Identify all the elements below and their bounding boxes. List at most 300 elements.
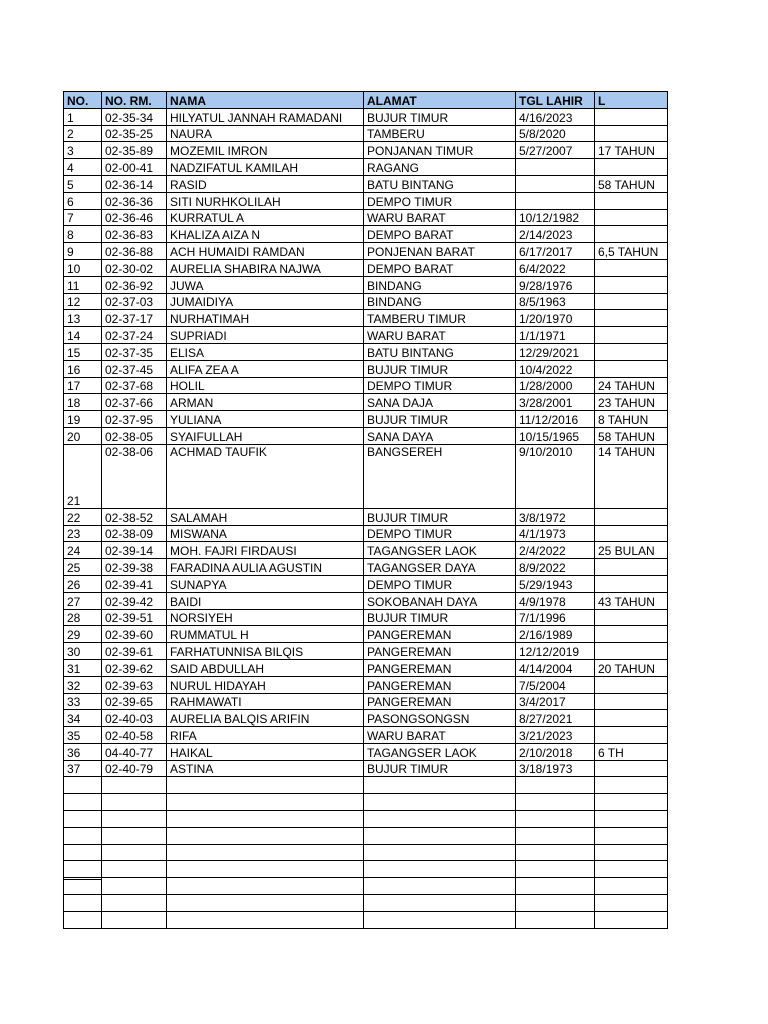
cell-no[interactable]: 21 — [64, 444, 102, 508]
cell-no-rm[interactable]: 02-35-25 — [102, 125, 167, 142]
empty-cell[interactable] — [516, 794, 595, 811]
cell-l[interactable] — [595, 343, 668, 360]
cell-tgl-lahir[interactable]: 2/16/1989 — [516, 626, 595, 643]
cell-tgl-lahir[interactable]: 10/15/1965 — [516, 427, 595, 444]
cell-alamat[interactable]: TAGANGSER DAYA — [364, 559, 516, 576]
cell-alamat[interactable]: BUJUR TIMUR — [364, 108, 516, 125]
cell-l[interactable] — [595, 310, 668, 327]
cell-tgl-lahir[interactable] — [516, 192, 595, 209]
cell-tgl-lahir[interactable]: 12/29/2021 — [516, 343, 595, 360]
cell-no[interactable]: 34 — [64, 710, 102, 727]
cell-alamat[interactable]: TAGANGSER LAOK — [364, 743, 516, 760]
table-row — [64, 293, 668, 310]
cell-no-rm[interactable]: 02-36-83 — [102, 226, 167, 243]
empty-cell[interactable] — [102, 794, 167, 811]
cell-no-rm[interactable]: 02-37-17 — [102, 310, 167, 327]
cell-tgl-lahir[interactable]: 10/4/2022 — [516, 360, 595, 377]
cell-l[interactable] — [595, 575, 668, 592]
cell-tgl-lahir[interactable]: 2/14/2023 — [516, 226, 595, 243]
cell-no-rm[interactable]: 02-36-46 — [102, 209, 167, 226]
cell-no-rm[interactable]: 02-36-36 — [102, 192, 167, 209]
cell-nama[interactable]: JUMAIDIYA — [167, 293, 364, 310]
empty-cell[interactable] — [516, 777, 595, 794]
cell-l[interactable]: 6 TH — [595, 743, 668, 760]
cell-tgl-lahir[interactable]: 10/12/1982 — [516, 209, 595, 226]
cell-no[interactable]: 31 — [64, 659, 102, 676]
cell-no[interactable]: 15 — [64, 343, 102, 360]
cell-alamat[interactable]: PONJENAN BARAT — [364, 243, 516, 260]
cell-no[interactable]: 12 — [64, 293, 102, 310]
cell-no-rm[interactable]: 02-37-66 — [102, 394, 167, 411]
cell-tgl-lahir[interactable]: 6/4/2022 — [516, 259, 595, 276]
cell-tgl-lahir[interactable]: 1/20/1970 — [516, 310, 595, 327]
empty-cell[interactable] — [595, 827, 668, 844]
cell-no-rm[interactable]: 02-37-95 — [102, 411, 167, 428]
cell-alamat[interactable]: PANGEREMAN — [364, 626, 516, 643]
cell-no[interactable]: 10 — [64, 259, 102, 276]
cell-no-rm[interactable]: 02-37-35 — [102, 343, 167, 360]
cell-nama[interactable]: MOZEMIL IMRON — [167, 142, 364, 159]
cell-no[interactable]: 14 — [64, 327, 102, 344]
cell-tgl-lahir[interactable]: 7/5/2004 — [516, 676, 595, 693]
cell-alamat[interactable]: SOKOBANAH DAYA — [364, 592, 516, 609]
empty-cell[interactable] — [516, 895, 595, 912]
empty-cell[interactable] — [102, 827, 167, 844]
cell-tgl-lahir[interactable] — [516, 159, 595, 176]
cell-tgl-lahir[interactable]: 2/4/2022 — [516, 542, 595, 559]
empty-cell[interactable] — [364, 895, 516, 912]
cell-nama[interactable]: HILYATUL JANNAH RAMADANI — [167, 108, 364, 125]
cell-alamat[interactable]: BUJUR TIMUR — [364, 609, 516, 626]
cell-nama[interactable]: RAHMAWATI — [167, 693, 364, 710]
cell-no[interactable]: 30 — [64, 643, 102, 660]
cell-tgl-lahir[interactable] — [516, 175, 595, 192]
cell-no[interactable]: 18 — [64, 394, 102, 411]
cell-alamat[interactable]: DEMPO TIMUR — [364, 525, 516, 542]
cell-alamat[interactable]: DEMPO TIMUR — [364, 192, 516, 209]
cell-alamat[interactable]: DEMPO TIMUR — [364, 575, 516, 592]
empty-row — [64, 777, 668, 794]
cell-tgl-lahir[interactable]: 4/9/1978 — [516, 592, 595, 609]
cell-l[interactable]: 25 BULAN — [595, 542, 668, 559]
cell-no[interactable]: 11 — [64, 276, 102, 293]
cell-nama[interactable]: ASTINA — [167, 760, 364, 777]
empty-cell[interactable] — [64, 827, 102, 844]
empty-cell[interactable] — [64, 861, 102, 878]
header-tgl-lahir[interactable]: TGL LAHIR — [516, 92, 595, 109]
cell-no-rm[interactable]: 02-37-03 — [102, 293, 167, 310]
empty-cell[interactable] — [595, 794, 668, 811]
patient-register-table — [63, 91, 668, 929]
cell-alamat[interactable]: TAGANGSER LAOK — [364, 542, 516, 559]
cell-l[interactable] — [595, 293, 668, 310]
empty-cell[interactable] — [102, 861, 167, 878]
cell-no[interactable]: 32 — [64, 676, 102, 693]
cell-no[interactable]: 17 — [64, 377, 102, 394]
cell-tgl-lahir[interactable]: 6/17/2017 — [516, 243, 595, 260]
cell-tgl-lahir[interactable]: 5/27/2007 — [516, 142, 595, 159]
cell-no-rm[interactable]: 02-39-60 — [102, 626, 167, 643]
cell-tgl-lahir[interactable]: 4/14/2004 — [516, 659, 595, 676]
cell-tgl-lahir[interactable]: 9/10/2010 — [516, 444, 595, 508]
cell-l[interactable]: 17 TAHUN — [595, 142, 668, 159]
cell-l[interactable] — [595, 360, 668, 377]
table-row — [64, 760, 668, 777]
cell-no-rm[interactable]: 04-40-77 — [102, 743, 167, 760]
empty-cell[interactable] — [167, 861, 364, 878]
table-row — [64, 427, 668, 444]
cell-nama[interactable]: FARADINA AULIA AGUSTIN — [167, 559, 364, 576]
cell-l[interactable] — [595, 508, 668, 525]
cell-no[interactable]: 26 — [64, 575, 102, 592]
cell-alamat[interactable]: BINDANG — [364, 293, 516, 310]
cell-tgl-lahir[interactable]: 11/12/2016 — [516, 411, 595, 428]
cell-nama[interactable]: ELISA — [167, 343, 364, 360]
cell-no[interactable]: 20 — [64, 427, 102, 444]
empty-cell[interactable] — [595, 844, 668, 861]
cell-l[interactable] — [595, 108, 668, 125]
cell-nama[interactable]: HOLIL — [167, 377, 364, 394]
cell-no[interactable]: 16 — [64, 360, 102, 377]
cell-l[interactable] — [595, 276, 668, 293]
table-row — [64, 659, 668, 676]
cell-tgl-lahir[interactable]: 4/16/2023 — [516, 108, 595, 125]
empty-cell[interactable] — [595, 911, 668, 928]
empty-cell[interactable] — [516, 844, 595, 861]
empty-cell[interactable] — [595, 811, 668, 828]
empty-cell[interactable] — [364, 878, 516, 895]
empty-cell[interactable] — [595, 861, 668, 878]
header-row — [64, 92, 668, 109]
cell-l[interactable]: 14 TAHUN — [595, 444, 668, 508]
cell-l[interactable]: 58 TAHUN — [595, 175, 668, 192]
cell-nama[interactable]: MISWANA — [167, 525, 364, 542]
cell-alamat[interactable]: PANGEREMAN — [364, 693, 516, 710]
cell-no-rm[interactable]: 02-39-41 — [102, 575, 167, 592]
empty-cell[interactable] — [102, 844, 167, 861]
cell-alamat[interactable]: BATU BINTANG — [364, 175, 516, 192]
cell-alamat[interactable]: WARU BARAT — [364, 209, 516, 226]
table-row — [64, 175, 668, 192]
cell-l[interactable] — [595, 727, 668, 744]
cell-alamat[interactable]: PONJANAN TIMUR — [364, 142, 516, 159]
cell-nama[interactable]: SUNAPYA — [167, 575, 364, 592]
cell-no-rm[interactable]: 02-36-14 — [102, 175, 167, 192]
empty-cell[interactable] — [516, 811, 595, 828]
cell-nama[interactable]: JUWA — [167, 276, 364, 293]
empty-cell[interactable] — [595, 895, 668, 912]
cell-no[interactable]: 27 — [64, 592, 102, 609]
empty-cell[interactable] — [64, 794, 102, 811]
cell-l[interactable] — [595, 159, 668, 176]
cell-no-rm[interactable]: 02-35-89 — [102, 142, 167, 159]
cell-alamat[interactable]: BANGSEREH — [364, 444, 516, 508]
empty-cell[interactable] — [516, 861, 595, 878]
cell-no-rm[interactable]: 02-39-14 — [102, 542, 167, 559]
cell-alamat[interactable]: WARU BARAT — [364, 327, 516, 344]
empty-cell[interactable] — [595, 878, 668, 895]
cell-l[interactable]: 6,5 TAHUN — [595, 243, 668, 260]
cell-tgl-lahir[interactable]: 4/1/1973 — [516, 525, 595, 542]
cell-no-rm[interactable]: 02-00-41 — [102, 159, 167, 176]
cell-no-rm[interactable]: 02-36-88 — [102, 243, 167, 260]
cell-l[interactable] — [595, 559, 668, 576]
cell-no-rm[interactable]: 02-37-24 — [102, 327, 167, 344]
cell-no-rm[interactable]: 02-39-65 — [102, 693, 167, 710]
cell-no-rm[interactable]: 02-35-34 — [102, 108, 167, 125]
header-nama[interactable]: NAMA — [167, 92, 364, 109]
empty-cell[interactable] — [364, 811, 516, 828]
cell-tgl-lahir[interactable]: 5/8/2020 — [516, 125, 595, 142]
cell-no-rm[interactable]: 02-38-52 — [102, 508, 167, 525]
cell-alamat[interactable]: BUJUR TIMUR — [364, 508, 516, 525]
empty-row — [64, 811, 668, 828]
cell-alamat[interactable]: PANGEREMAN — [364, 676, 516, 693]
cell-l[interactable] — [595, 693, 668, 710]
table-row — [64, 693, 668, 710]
cell-alamat[interactable]: BATU BINTANG — [364, 343, 516, 360]
cell-l[interactable] — [595, 710, 668, 727]
cell-alamat[interactable]: PASONGSONGSN — [364, 710, 516, 727]
cell-no[interactable]: 5 — [64, 175, 102, 192]
cell-alamat[interactable]: TAMBERU — [364, 125, 516, 142]
empty-cell[interactable] — [64, 844, 102, 861]
cell-tgl-lahir[interactable]: 8/27/2021 — [516, 710, 595, 727]
cell-nama[interactable]: NORSIYEH — [167, 609, 364, 626]
cell-no[interactable]: 24 — [64, 542, 102, 559]
cell-alamat[interactable]: SANA DAJA — [364, 394, 516, 411]
cell-l[interactable]: 8 TAHUN — [595, 411, 668, 428]
cell-nama[interactable]: NURHATIMAH — [167, 310, 364, 327]
cell-no-rm[interactable]: 02-40-03 — [102, 710, 167, 727]
cell-alamat[interactable]: SANA DAYA — [364, 427, 516, 444]
empty-cell[interactable] — [364, 861, 516, 878]
cell-l[interactable] — [595, 192, 668, 209]
cell-alamat[interactable]: BUJUR TIMUR — [364, 760, 516, 777]
cell-nama[interactable]: YULIANA — [167, 411, 364, 428]
cell-tgl-lahir[interactable]: 2/10/2018 — [516, 743, 595, 760]
cell-alamat[interactable]: RAGANG — [364, 159, 516, 176]
cell-tgl-lahir[interactable]: 8/9/2022 — [516, 559, 595, 576]
cell-l[interactable]: 24 TAHUN — [595, 377, 668, 394]
cell-no-rm[interactable]: 02-40-79 — [102, 760, 167, 777]
cell-no[interactable]: 19 — [64, 411, 102, 428]
empty-cell[interactable] — [167, 911, 364, 928]
header-no[interactable]: NO. — [64, 92, 102, 109]
empty-cell[interactable] — [167, 811, 364, 828]
cell-nama[interactable]: RUMMATUL H — [167, 626, 364, 643]
empty-cell[interactable] — [64, 777, 102, 794]
cell-tgl-lahir[interactable]: 12/12/2019 — [516, 643, 595, 660]
cell-tgl-lahir[interactable]: 1/1/1971 — [516, 327, 595, 344]
cell-no-rm[interactable]: 02-37-68 — [102, 377, 167, 394]
cell-no-rm[interactable]: 02-37-45 — [102, 360, 167, 377]
cell-l[interactable] — [595, 676, 668, 693]
cell-no-rm[interactable]: 02-38-06 — [102, 444, 167, 508]
cell-alamat[interactable]: DEMPO BARAT — [364, 259, 516, 276]
cell-l[interactable] — [595, 327, 668, 344]
cell-l[interactable] — [595, 643, 668, 660]
empty-cell[interactable] — [63, 879, 102, 895]
cell-tgl-lahir[interactable]: 3/18/1973 — [516, 760, 595, 777]
cell-l[interactable]: 23 TAHUN — [595, 394, 668, 411]
table-row — [64, 609, 668, 626]
cell-tgl-lahir[interactable]: 3/21/2023 — [516, 727, 595, 744]
empty-cell[interactable] — [516, 878, 595, 895]
cell-l[interactable] — [595, 760, 668, 777]
cell-l[interactable]: 20 TAHUN — [595, 659, 668, 676]
empty-cell[interactable] — [167, 777, 364, 794]
cell-no-rm[interactable]: 02-38-05 — [102, 427, 167, 444]
cell-no[interactable]: 8 — [64, 226, 102, 243]
empty-cell[interactable] — [102, 911, 167, 928]
cell-l[interactable] — [595, 259, 668, 276]
cell-alamat[interactable]: BUJUR TIMUR — [364, 411, 516, 428]
cell-no-rm[interactable]: 02-36-92 — [102, 276, 167, 293]
cell-no[interactable]: 28 — [64, 609, 102, 626]
cell-nama[interactable]: AURELIA BALQIS ARIFIN — [167, 710, 364, 727]
cell-nama[interactable]: RIFA — [167, 727, 364, 744]
cell-nama[interactable]: BAIDI — [167, 592, 364, 609]
cell-l[interactable]: 43 TAHUN — [595, 592, 668, 609]
cell-no[interactable]: 23 — [64, 525, 102, 542]
cell-alamat[interactable]: PANGEREMAN — [364, 659, 516, 676]
empty-cell[interactable] — [516, 827, 595, 844]
cell-nama[interactable]: NADZIFATUL KAMILAH — [167, 159, 364, 176]
cell-tgl-lahir[interactable]: 7/1/1996 — [516, 609, 595, 626]
table-row — [64, 710, 668, 727]
cell-no-rm[interactable]: 02-40-58 — [102, 727, 167, 744]
cell-no[interactable]: 4 — [64, 159, 102, 176]
empty-row — [64, 878, 668, 895]
empty-cell[interactable] — [364, 827, 516, 844]
cell-no[interactable]: 37 — [64, 760, 102, 777]
cell-no-rm[interactable]: 02-30-02 — [102, 259, 167, 276]
empty-cell[interactable] — [516, 911, 595, 928]
cell-no[interactable]: 6 — [64, 192, 102, 209]
empty-cell[interactable] — [167, 794, 364, 811]
cell-tgl-lahir[interactable]: 1/28/2000 — [516, 377, 595, 394]
cell-alamat[interactable]: DEMPO TIMUR — [364, 377, 516, 394]
cell-no-rm[interactable]: 02-39-61 — [102, 643, 167, 660]
cell-l[interactable]: 58 TAHUN — [595, 427, 668, 444]
cell-no[interactable]: 9 — [64, 243, 102, 260]
cell-l[interactable] — [595, 209, 668, 226]
cell-l[interactable] — [595, 609, 668, 626]
empty-cell[interactable] — [364, 911, 516, 928]
cell-tgl-lahir[interactable]: 3/28/2001 — [516, 394, 595, 411]
cell-nama[interactable]: KHALIZA AIZA N — [167, 226, 364, 243]
cell-alamat[interactable]: TAMBERU TIMUR — [364, 310, 516, 327]
cell-no-rm[interactable]: 02-38-09 — [102, 525, 167, 542]
empty-cell[interactable] — [364, 777, 516, 794]
header-no-rm[interactable]: NO. RM. — [102, 92, 167, 109]
empty-cell[interactable] — [102, 811, 167, 828]
cell-tgl-lahir[interactable]: 8/5/1963 — [516, 293, 595, 310]
cell-nama[interactable]: HAIKAL — [167, 743, 364, 760]
cell-no[interactable]: 35 — [64, 727, 102, 744]
empty-cell[interactable] — [102, 895, 167, 912]
empty-cell[interactable] — [64, 911, 102, 928]
cell-nama[interactable]: SYAIFULLAH — [167, 427, 364, 444]
empty-cell[interactable] — [64, 895, 102, 912]
table-row — [64, 626, 668, 643]
empty-cell[interactable] — [364, 844, 516, 861]
cell-alamat[interactable]: WARU BARAT — [364, 727, 516, 744]
cell-l[interactable] — [595, 226, 668, 243]
cell-nama[interactable]: KURRATUL A — [167, 209, 364, 226]
cell-tgl-lahir[interactable]: 5/29/1943 — [516, 575, 595, 592]
empty-cell[interactable] — [102, 878, 167, 895]
header-l[interactable]: L — [595, 92, 668, 109]
cell-nama[interactable]: SITI NURHKOLILAH — [167, 192, 364, 209]
empty-cell[interactable] — [364, 794, 516, 811]
cell-nama[interactable]: RASID — [167, 175, 364, 192]
cell-no-rm[interactable]: 02-39-42 — [102, 592, 167, 609]
cell-nama[interactable]: NURUL HIDAYAH — [167, 676, 364, 693]
cell-nama[interactable]: MOH. FAJRI FIRDAUSI — [167, 542, 364, 559]
cell-nama[interactable]: ACHMAD TAUFIK — [167, 444, 364, 508]
empty-cell[interactable] — [102, 777, 167, 794]
table-row — [64, 394, 668, 411]
table-row — [64, 727, 668, 744]
cell-nama[interactable]: ALIFA ZEA A — [167, 360, 364, 377]
table-row — [64, 327, 668, 344]
cell-nama[interactable]: FARHATUNNISA BILQIS — [167, 643, 364, 660]
empty-cell[interactable] — [64, 811, 102, 828]
cell-nama[interactable]: SALAMAH — [167, 508, 364, 525]
cell-nama[interactable]: ARMAN — [167, 394, 364, 411]
cell-tgl-lahir[interactable]: 9/28/1976 — [516, 276, 595, 293]
empty-cell[interactable] — [167, 844, 364, 861]
empty-cell[interactable] — [595, 777, 668, 794]
cell-nama[interactable]: SUPRIADI — [167, 327, 364, 344]
cell-nama[interactable]: NAURA — [167, 125, 364, 142]
cell-no[interactable]: 3 — [64, 142, 102, 159]
cell-no[interactable]: 22 — [64, 508, 102, 525]
cell-no[interactable]: 29 — [64, 626, 102, 643]
cell-no[interactable]: 7 — [64, 209, 102, 226]
empty-cell[interactable] — [167, 878, 364, 895]
cell-no-rm[interactable]: 02-39-62 — [102, 659, 167, 676]
cell-no-rm[interactable]: 02-39-63 — [102, 676, 167, 693]
cell-l[interactable] — [595, 125, 668, 142]
cell-no[interactable]: 33 — [64, 693, 102, 710]
cell-no-rm[interactable]: 02-39-51 — [102, 609, 167, 626]
cell-tgl-lahir[interactable]: 3/4/2017 — [516, 693, 595, 710]
header-alamat[interactable]: ALAMAT — [364, 92, 516, 109]
cell-nama[interactable]: AURELIA SHABIRA NAJWA — [167, 259, 364, 276]
empty-cell[interactable] — [167, 895, 364, 912]
empty-cell[interactable] — [167, 827, 364, 844]
cell-nama[interactable]: SAID ABDULLAH — [167, 659, 364, 676]
cell-no[interactable]: 13 — [64, 310, 102, 327]
cell-no[interactable]: 1 — [64, 108, 102, 125]
cell-nama[interactable]: ACH HUMAIDI RAMDAN — [167, 243, 364, 260]
cell-l[interactable] — [595, 525, 668, 542]
cell-no[interactable]: 2 — [64, 125, 102, 142]
cell-alamat[interactable]: DEMPO BARAT — [364, 226, 516, 243]
cell-alamat[interactable]: BINDANG — [364, 276, 516, 293]
cell-no[interactable]: 25 — [64, 559, 102, 576]
cell-tgl-lahir[interactable]: 3/8/1972 — [516, 508, 595, 525]
cell-l[interactable] — [595, 626, 668, 643]
cell-alamat[interactable]: BUJUR TIMUR — [364, 360, 516, 377]
empty-row — [64, 827, 668, 844]
cell-no[interactable]: 36 — [64, 743, 102, 760]
cell-no-rm[interactable]: 02-39-38 — [102, 559, 167, 576]
cell-alamat[interactable]: PANGEREMAN — [364, 643, 516, 660]
